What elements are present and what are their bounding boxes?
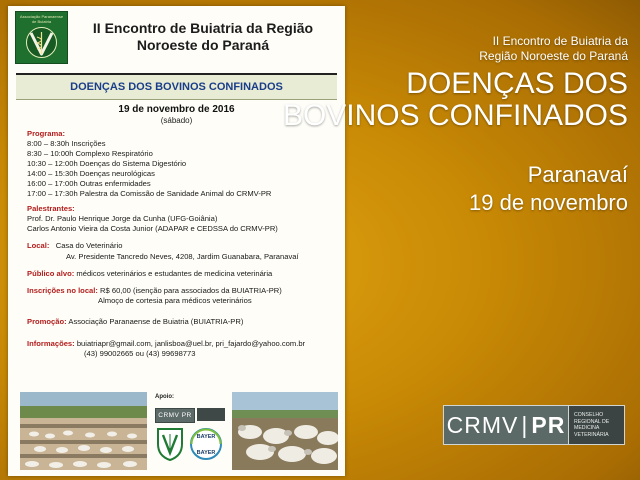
banner-event-line1: II Encontro de Buiatria da	[492, 34, 628, 48]
flyer-title	[68, 20, 338, 54]
banner-date: 19 de novembro	[469, 190, 628, 215]
speakers-label: Palestrantes:	[27, 204, 75, 213]
buiatria-logo	[15, 11, 68, 64]
crmv-pr-logo	[443, 405, 625, 445]
program-item: 8:30 – 10:00h Complexo Respiratório	[27, 149, 153, 158]
cattle-pasture-photo	[232, 392, 338, 470]
program-item: 16:00 – 17:00h Outras enfermidades	[27, 179, 151, 188]
banner-city: Paranavaí	[527, 162, 628, 187]
sponsor-crmv-logo	[155, 408, 195, 423]
program-item: 14:00 – 15:30h Doenças neurológicas	[27, 169, 155, 178]
veterinary-caduceus-icon	[25, 26, 58, 59]
location-line2: Av. Presidente Tancredo Neves, 4208, Jardim Guanabara, Paranavaí	[66, 252, 299, 261]
location-line1: Casa do Veterinário	[55, 241, 123, 250]
banner-title	[283, 68, 628, 132]
banner-event-name	[479, 34, 628, 64]
crmv-logo-caption-box	[569, 405, 625, 445]
veterinary-shield-icon	[155, 426, 185, 462]
registration-label: Inscrições no local:	[27, 286, 98, 295]
contact-row	[27, 339, 305, 349]
bayer-text-top: BAYER	[196, 434, 216, 440]
promotion-value: Associação Paranaense de Buiatria (BUIATRIA-PR)	[68, 317, 244, 326]
contact-label: Informações:	[27, 339, 75, 348]
banner-title-line2: BOVINOS CONFINADOS	[282, 99, 628, 132]
registration-line2: Almoço de cortesia para médicos veterinários	[98, 296, 252, 305]
location-row: Local: Casa do Veterinário	[27, 241, 123, 250]
flyer-subtitle: DOENÇAS DOS BOVINOS CONFINADOS	[70, 81, 283, 93]
flyer-title-line2: Noroeste do Paraná	[136, 37, 270, 53]
event-weekday: (sábado)	[160, 116, 193, 125]
audience-row	[27, 269, 272, 279]
flyer-header	[8, 6, 345, 68]
banner-event-line2: Região Noroeste do Paraná	[479, 49, 628, 63]
support-label: Apoio:	[155, 394, 174, 400]
crmv-logo-mark	[443, 405, 569, 445]
speaker-item: Carlos Antonio Vieira da Costa Junior (ADAPAR e CEDSSA do CRMV-PR)	[27, 224, 278, 233]
contact-phones: (43) 99002665 ou (43) 99698773	[84, 349, 196, 358]
banner-title-line1: DOENÇAS DOS	[406, 67, 628, 100]
registration-row	[27, 286, 282, 296]
location-label: Local	[27, 241, 47, 250]
audience-value: médicos veterinários e estudantes de medicina veterinária	[76, 269, 273, 278]
logo-text: Associação Paranaense de Buiatria	[19, 14, 64, 24]
flyer-title-line1: II Encontro de Buiatria da Região	[92, 20, 314, 36]
sponsor-crmv-caption	[197, 408, 225, 421]
crmv-logo-text: CRMV | PR	[446, 411, 566, 438]
bayer-text-bottom: BAYER	[196, 450, 216, 456]
registration-line1: R$ 60,00 (isenção para associados da BUIATRIA-PR)	[100, 286, 282, 295]
event-date: 19 de novembro de 2016	[118, 104, 235, 115]
program-label: Programa:	[27, 129, 65, 138]
promotion-label: Promoção:	[27, 317, 67, 326]
audience-label: Público alvo:	[27, 269, 75, 278]
program-item: 17:00 – 17:30h Palestra da Comissão de Sanidade Animal do CRMV-PR	[27, 189, 272, 198]
speaker-item: Prof. Dr. Paulo Henrique Jorge da Cunha (UFG-Goiânia)	[27, 214, 218, 223]
program-item: 10:30 – 12:00h Doenças do Sistema Digestório	[27, 159, 187, 168]
program-item: 8:00 – 8:30h Inscrições	[27, 139, 106, 148]
promotion-row	[27, 317, 243, 327]
bayer-cross-icon	[189, 426, 223, 462]
contact-emails: buiatriapr@gmail.com, janlisboa@uel.br, pri_fajardo@yahoo.com.br	[76, 339, 306, 348]
crmv-logo-caption: CONSELHO REGIONAL DE MEDICINA VETERINÁRIA	[574, 412, 610, 438]
sponsor-crmv-text: CRMV PR	[158, 412, 192, 419]
cattle-feedlot-photo	[20, 392, 147, 470]
